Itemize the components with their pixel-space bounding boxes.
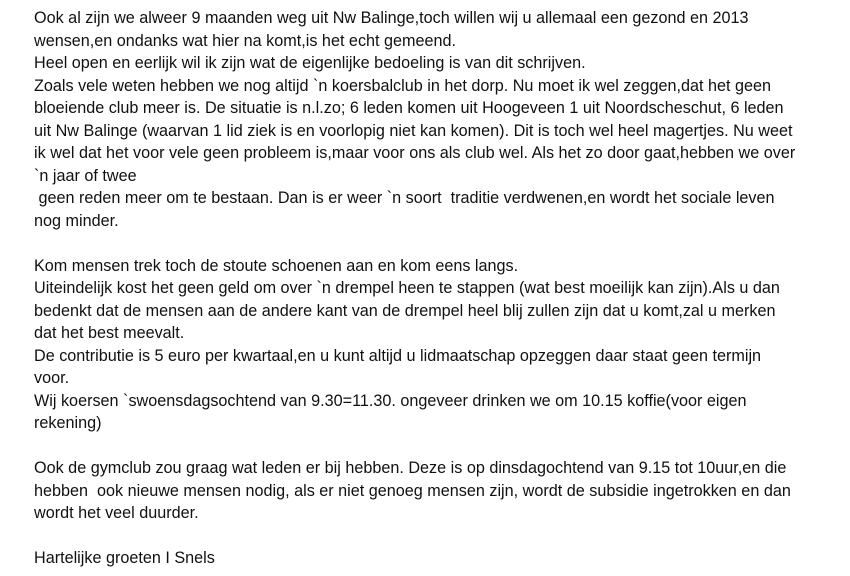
text-line: rekening) bbox=[34, 414, 102, 432]
paragraph-invitation bbox=[34, 255, 834, 435]
text-line: bedenkt dat de mensen aan de andere kant van de drempel heel blij zullen zijn dat u komt,zal u merken bbox=[34, 301, 776, 320]
text-line: Kom mensen trek toch de stoute schoenen aan en kom eens langs. bbox=[34, 256, 519, 275]
paragraph-gap bbox=[34, 435, 834, 458]
paragraph-gap bbox=[34, 525, 834, 548]
text-line: wordt het veel duurder. bbox=[34, 504, 199, 522]
text-line: Heel open en eerlijk wil ik zijn wat de eigenlijke bedoeling is van dit schrijven. bbox=[34, 54, 586, 72]
text-line: `n jaar of twee bbox=[34, 166, 137, 185]
paragraph-signature bbox=[34, 547, 834, 570]
paragraph-gymclub bbox=[34, 457, 834, 525]
text-line: Ook de gymclub zou graag wat leden er bij hebben. Deze is op dinsdagochtend van 9.15 tot 10uur,en die bbox=[34, 459, 787, 477]
text-line: voor. bbox=[34, 369, 70, 387]
text-line: nog minder. bbox=[34, 211, 119, 230]
paragraph-gap bbox=[34, 232, 834, 255]
text-line: dat het best meevalt. bbox=[34, 324, 185, 342]
text-line: uit Nw Balinge (waarvan 1 lid ziek is en voorlopig niet kan komen). Dit is toch wel heel magertjes. Nu weet bbox=[34, 121, 793, 140]
text-line: Zoals vele weten hebben we nog altijd `n koersbalclub in het dorp. Nu moet ik wel zeggen,dat het geen bbox=[34, 76, 771, 95]
letter-document bbox=[34, 7, 834, 570]
text-line: hebben ook nieuwe mensen nodig, als er niet genoeg mensen zijn, wordt de subsidie ingetrokken en dan bbox=[34, 481, 791, 500]
text-line: Uiteindelijk kost het geen geld om over `n drempel heen te stappen (wat best moeilijk kan zijn).Als u dan bbox=[34, 279, 780, 297]
text-line: geen reden meer om te bestaan. Dan is er weer `n soort traditie verdwenen,en wordt het sociale leven bbox=[34, 189, 775, 207]
text-line: bloeiende club meer is. De situatie is n.l.zo; 6 leden komen uit Hoogeveen 1 uit Noordscheschut, 6 leden bbox=[34, 99, 784, 117]
signature-line: Hartelijke groeten I Snels bbox=[34, 549, 215, 567]
text-line: De contributie is 5 euro per kwartaal,en u kunt altijd u lidmaatschap opzeggen daar staat geen termijn bbox=[34, 346, 762, 365]
paragraph-intro bbox=[34, 7, 834, 232]
text-line: Ook al zijn we alweer 9 maanden weg uit Nw Balinge,toch willen wij u allemaal een gezond en 2013 bbox=[34, 9, 749, 27]
text-line: wensen,en ondanks wat hier na komt,is het echt gemeend. bbox=[34, 31, 457, 50]
text-line: Wij koersen `swoensdagsochtend van 9.30=11.30. ongeveer drinken we om 10.15 koffie(voor eigen bbox=[34, 391, 747, 410]
text-line: ik wel dat het voor vele geen probleem is,maar voor ons als club wel. Als het zo door gaat,hebben we over bbox=[34, 144, 796, 162]
